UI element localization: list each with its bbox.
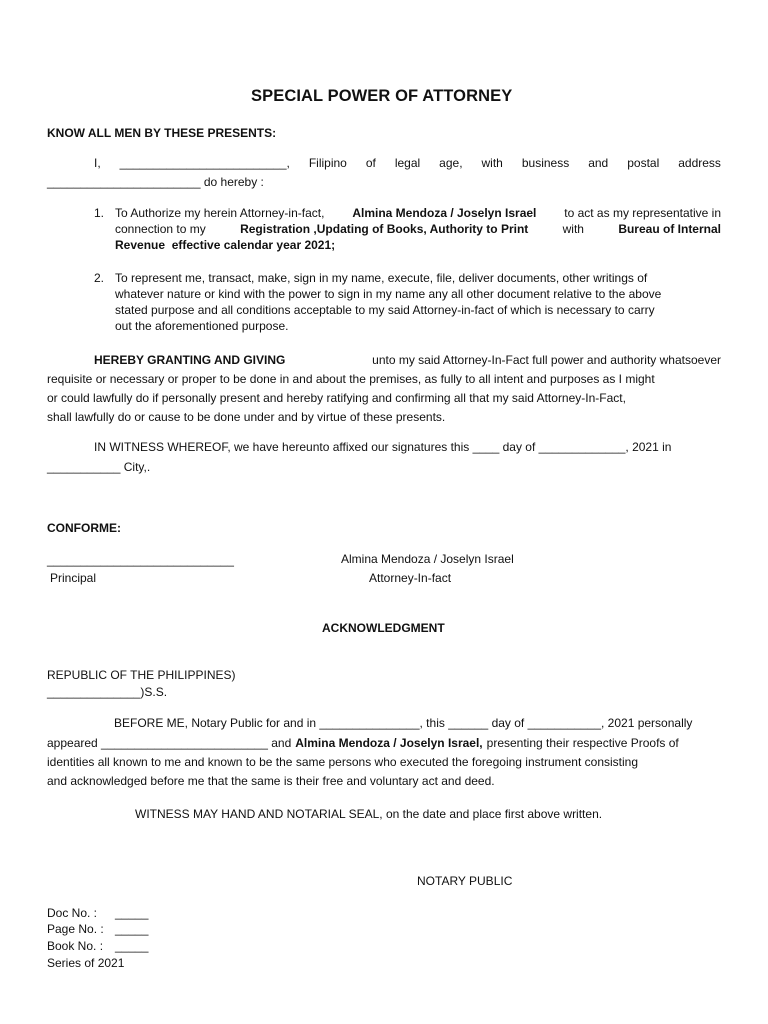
declarant-line (94, 155, 721, 171)
attorney-names: Almina Mendoza / Joselyn Israel (352, 206, 537, 220)
witness-line1: IN WITNESS WHEREOF, we have hereunto affixed our signatures this ____ day of _____________, 2021 in (94, 440, 672, 454)
notarial-seal-line: WITNESS MAY HAND AND NOTARIAL SEAL, on the date and place first above written. (135, 807, 603, 821)
acknowledgment-heading: ACKNOWLEDGMENT (322, 621, 445, 635)
principal-label: Principal (50, 571, 97, 585)
line: or could lawfully do if personally present and hereby ratifying and confirming all that my said Attorney-In-Fact, (47, 391, 626, 405)
witness-line2: ___________ City,. (47, 460, 151, 474)
line: To represent me, transact, make, sign in my name, execute, file, deliver documents, other writings of (115, 271, 648, 285)
line: stated purpose and all conditions acceptable to my said Attorney-in-fact of which is necessary to carry (115, 303, 655, 317)
granting-paragraph (47, 352, 721, 428)
effective-text: effective calendar year 2021; (171, 238, 336, 252)
item2-text (115, 270, 721, 334)
word: postal (627, 156, 660, 170)
text: to act as my representative in (564, 206, 721, 220)
list-number: 2. (94, 271, 105, 285)
notary-public-label: NOTARY PUBLIC (417, 874, 513, 888)
word: with (481, 156, 503, 170)
revenue-text: Revenue (115, 238, 166, 252)
text: with (562, 222, 584, 236)
text: presenting their respective Proofs of (486, 736, 679, 750)
declarant-i: I, (94, 156, 101, 170)
word: age, (439, 156, 463, 170)
list-number: 1. (94, 206, 105, 220)
text: To Authorize my herein Attorney-in-fact, (115, 206, 325, 220)
registration-text: Registration ,Updating of Books, Authority to Print (240, 222, 529, 236)
venue-republic: REPUBLIC OF THE PHILIPPINES) (47, 668, 236, 682)
principal-signature-line: ____________________________ (47, 553, 234, 567)
doc-no-value: _____ (115, 906, 149, 920)
book-no-label: Book No. : (47, 939, 104, 953)
granting-lead: HEREBY GRANTING AND GIVING (94, 353, 286, 367)
line: unto my said Attorney-In-Fact full power and authority whatsoever (372, 353, 721, 367)
document-title: SPECIAL POWER OF ATTORNEY (251, 87, 513, 105)
page-no-value: _____ (115, 922, 149, 936)
line: out the aforementioned purpose. (115, 319, 289, 333)
item1-line2 (115, 221, 721, 237)
item1-line1 (115, 205, 721, 221)
line: and acknowledged before me that the same is their free and voluntary act and deed. (47, 774, 495, 788)
line: whatever nature or kind with the power to sign in my name any all other document relative to the above (115, 287, 662, 301)
doc-no-label: Doc No. : (47, 906, 98, 920)
intro-heading: KNOW ALL MEN BY THESE PRESENTS: (47, 126, 277, 140)
word: legal (394, 156, 421, 170)
acknowledgment-paragraph (47, 715, 721, 792)
word: of (365, 156, 376, 170)
word: business (521, 156, 570, 170)
declarant-name-blank: _________________________, (119, 156, 290, 170)
attorney-names: Almina Mendoza / Joselyn Israel, (295, 736, 483, 750)
page-no-label: Page No. : (47, 922, 104, 936)
word: address (678, 156, 721, 170)
venue-ss: ______________)S.S. (47, 685, 168, 699)
line: requisite or necessary or proper to be done in and about the premises, as fully to all intent and purposes as I might (47, 372, 655, 386)
conforme-label: CONFORME: (47, 521, 121, 535)
series-label: Series of 2021 (47, 956, 125, 970)
declarant-address-line: _______________________ do hereby : (47, 175, 264, 189)
bureau-text: Bureau of Internal (618, 222, 721, 236)
line: identities all known to me and known to be the same persons who executed the foregoing instrument consisting (47, 755, 639, 769)
item1-line3 (115, 237, 335, 253)
attorney-names: Almina Mendoza / Joselyn Israel (341, 552, 514, 566)
word: and (588, 156, 609, 170)
book-no-value: _____ (115, 939, 149, 953)
word: Filipino (308, 156, 347, 170)
attorney-label: Attorney-In-fact (369, 571, 452, 585)
line: shall lawfully do or cause to be done under and by virtue of these presents. (47, 410, 446, 424)
line: BEFORE ME, Notary Public for and in _______________, this ______ day of ___________, 2021 personally (114, 716, 693, 730)
text: connection to my (115, 222, 206, 236)
text: appeared _________________________ and (47, 736, 292, 750)
